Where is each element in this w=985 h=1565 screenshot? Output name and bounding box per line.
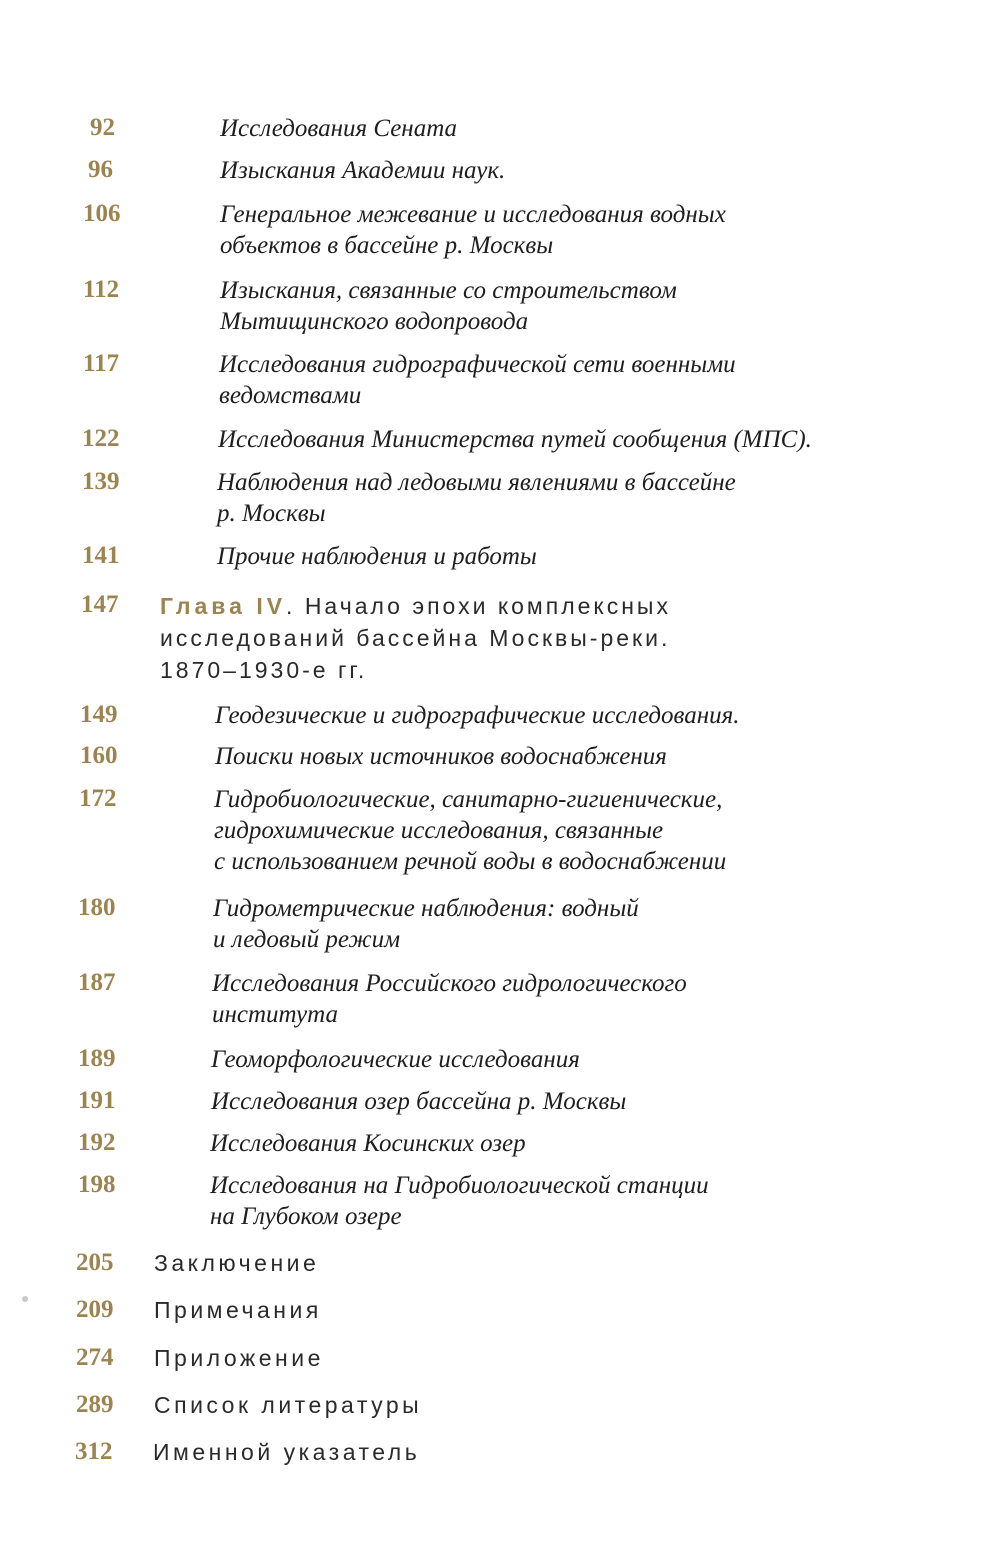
page-number: 312 bbox=[75, 1438, 113, 1465]
entry-title: Гидрометрические наблюдения: водный и ледовый режим bbox=[213, 895, 639, 953]
entry-title: Исследования Косинских озер bbox=[210, 1130, 526, 1157]
end-entry-title: Примечания bbox=[154, 1297, 322, 1323]
entry-title: Исследования Министерства путей сообщения (МПС). bbox=[218, 426, 812, 453]
entry-title: Исследования на Гидробиологической станции на Глубоком озере bbox=[210, 1172, 709, 1230]
page-number: 139 bbox=[82, 468, 120, 495]
page-number: 198 bbox=[78, 1171, 116, 1198]
page-number: 191 bbox=[78, 1087, 116, 1114]
page-number: 289 bbox=[76, 1391, 114, 1418]
page-number: 192 bbox=[78, 1129, 116, 1156]
entry-title: Исследования Сената bbox=[220, 115, 458, 142]
paper-speck bbox=[22, 1296, 28, 1302]
page-number: 141 bbox=[82, 542, 120, 569]
page-number: 149 bbox=[80, 701, 118, 728]
page-number: 274 bbox=[76, 1344, 114, 1371]
end-entry-title: Именной указатель bbox=[153, 1439, 421, 1465]
entry-title: Исследования озер бассейна р. Москвы bbox=[211, 1088, 627, 1115]
entry-title: Гидробиологические, санитарно-гигиенические, гидрохимические исследования, связанные с использованием речной воды в водоснабжении bbox=[214, 786, 727, 875]
page-number: 160 bbox=[80, 742, 118, 769]
entry-title: Геоморфологические исследования bbox=[211, 1046, 580, 1073]
entry-title: Исследования гидрографической сети военными ведомствами bbox=[219, 351, 736, 409]
page-number: 147 bbox=[81, 591, 119, 618]
entry-title: Исследования Российского гидрологического института bbox=[212, 970, 687, 1028]
page-number: 92 bbox=[90, 114, 115, 141]
end-entry-title: Заключение bbox=[154, 1250, 320, 1276]
entry-title: Геодезические и гидрографические исследования. bbox=[215, 702, 740, 729]
entry-title: Изыскания Академии наук. bbox=[220, 157, 506, 184]
page-number: 96 bbox=[88, 156, 113, 183]
chapter-label: Глава IV bbox=[160, 593, 287, 619]
page-number: 117 bbox=[83, 350, 120, 377]
end-entry-title: Список литературы bbox=[154, 1392, 423, 1418]
entry-title: Прочие наблюдения и работы bbox=[217, 543, 537, 570]
page-number: 189 bbox=[78, 1045, 116, 1072]
chapter-title: Глава IV. Начало эпохи комплексных исследований бассейна Москвы-реки. 1870–1930-е гг. bbox=[160, 593, 671, 683]
entry-title: Изыскания, связанные со строительством Мытищинского водопровода bbox=[220, 277, 677, 335]
page-number: 106 bbox=[83, 200, 121, 227]
page-number: 209 bbox=[76, 1296, 114, 1323]
end-entry-title: Приложение bbox=[154, 1345, 324, 1371]
page-number: 112 bbox=[83, 276, 120, 303]
entry-title: Генеральное межевание и исследования водных объектов в бассейне р. Москвы bbox=[220, 201, 726, 259]
page-number: 205 bbox=[76, 1249, 114, 1276]
page-number: 122 bbox=[82, 425, 120, 452]
page-number: 172 bbox=[79, 785, 117, 812]
page-number: 187 bbox=[78, 969, 116, 996]
entry-title: Поиски новых источников водоснабжения bbox=[215, 743, 667, 770]
page-number: 180 bbox=[78, 894, 116, 921]
entry-title: Наблюдения над ледовыми явлениями в бассейне р. Москвы bbox=[217, 469, 736, 527]
